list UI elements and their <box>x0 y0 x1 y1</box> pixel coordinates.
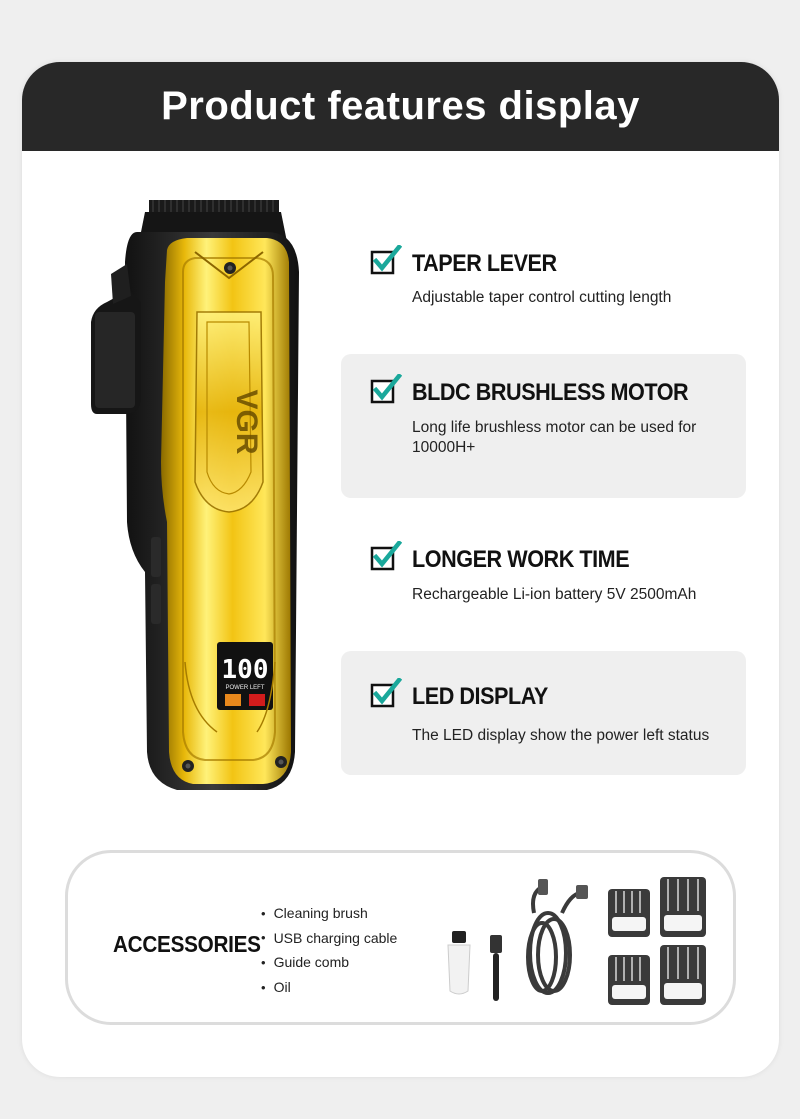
hair-clipper-image <box>67 192 307 802</box>
brand-logo: VGR <box>230 389 263 455</box>
feature-taper-lever <box>341 228 746 318</box>
checkbox-check-icon <box>370 245 402 275</box>
usb-cable-icon <box>528 887 580 993</box>
feature-description: Adjustable taper control cutting length <box>412 289 672 306</box>
oil-bottle-icon <box>448 931 470 994</box>
led-digits: 100 <box>221 655 269 685</box>
checkbox-check-icon <box>370 541 402 571</box>
feature-description: Rechargeable Li-ion battery 5V 2500mAh <box>412 586 697 603</box>
feature-longer-work-time <box>341 524 746 614</box>
feature-title: TAPER LEVER <box>412 250 557 277</box>
list-item: • Guide comb <box>261 950 397 975</box>
feature-bldc-motor <box>341 354 746 498</box>
page-title: Product features display <box>161 84 640 128</box>
cleaning-brush-icon <box>490 935 502 1001</box>
feature-description: The LED display show the power left status <box>412 727 710 744</box>
checkbox-check-icon <box>370 678 402 708</box>
accessories-panel <box>65 850 736 1025</box>
feature-title: BLDC BRUSHLESS MOTOR <box>412 379 689 406</box>
feature-title: LONGER WORK TIME <box>412 546 630 573</box>
guide-comb-icon <box>608 877 706 1005</box>
list-item: • USB charging cable <box>261 926 397 951</box>
feature-title: LED DISPLAY <box>412 683 548 710</box>
accessories-title: ACCESSORIES <box>113 931 261 957</box>
accessories-list <box>261 901 397 999</box>
accessories-image <box>438 873 708 1008</box>
checkbox-check-icon <box>370 374 402 404</box>
list-item: • Cleaning brush <box>261 901 397 926</box>
feature-card <box>22 62 779 1077</box>
feature-description: Long life brushless motor can be used for 10000H+ <box>412 419 697 456</box>
list-item: • Oil <box>261 975 397 1000</box>
led-label: POWER LEFT <box>225 685 265 691</box>
header-bar <box>22 62 779 151</box>
feature-led-display <box>341 651 746 775</box>
